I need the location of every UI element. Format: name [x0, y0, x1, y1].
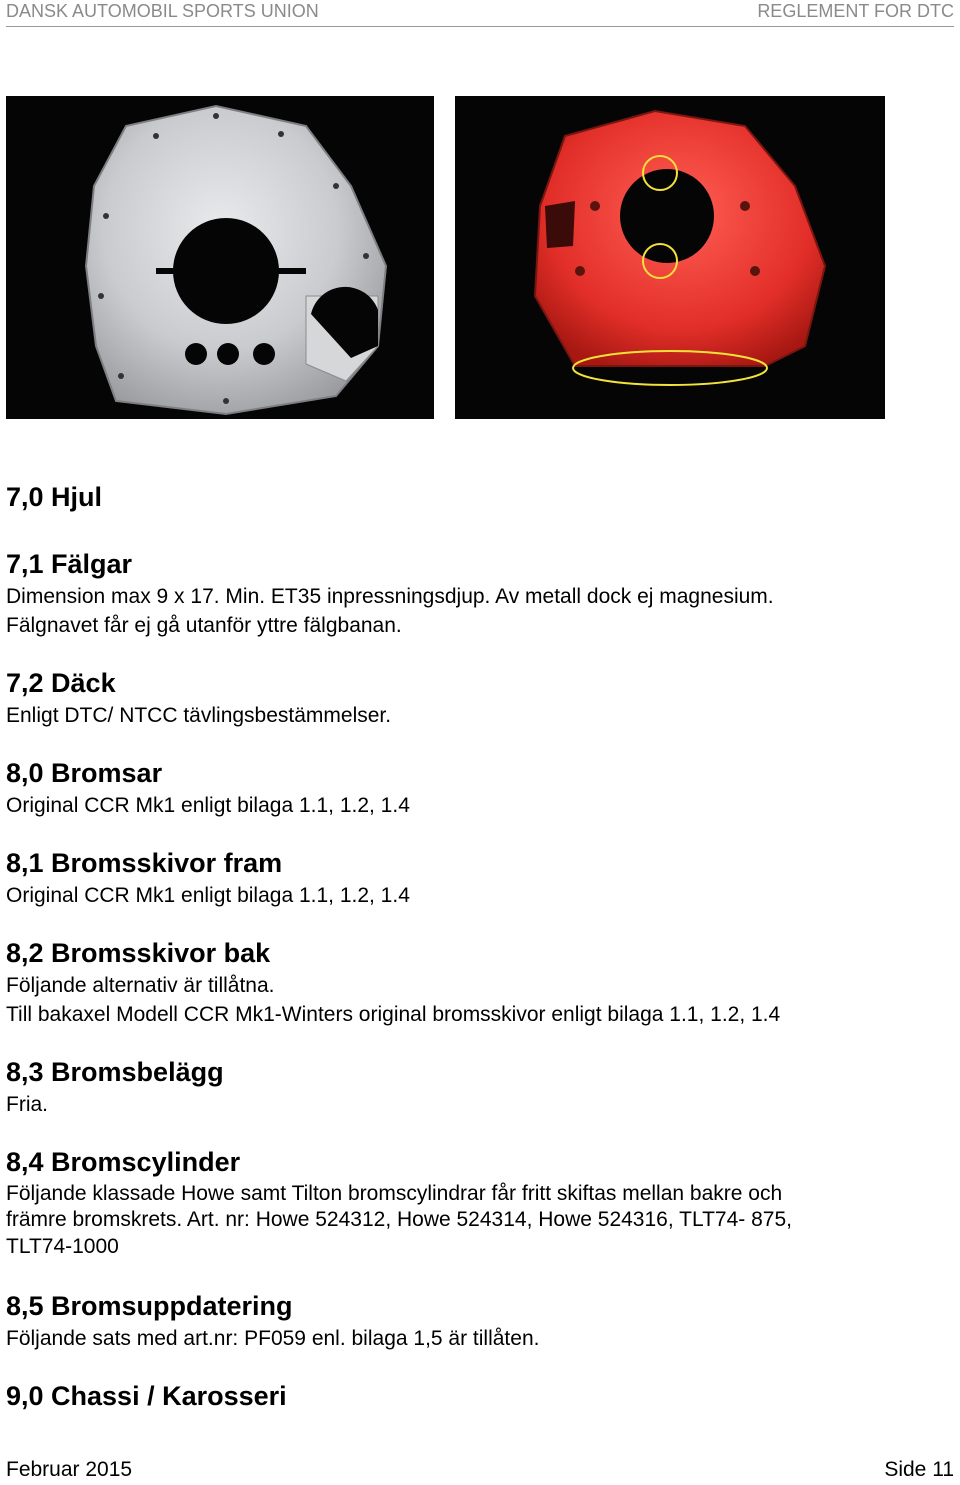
- text-7-1-line2: Fälgnavet får ej gå utanför yttre fälgbanan.: [6, 614, 402, 637]
- text-8-3-line1: Fria.: [6, 1093, 48, 1116]
- header-org: DANSK AUTOMOBIL SPORTS UNION: [6, 1, 319, 21]
- photo-adapter-plate: [6, 96, 434, 419]
- text-8-2-line1: Följande alternativ är tillåtna.: [6, 974, 275, 997]
- page-header: [6, 0, 954, 27]
- heading-8-2: 8,2 Bromsskivor bak: [6, 938, 271, 968]
- text-8-5-line1: Följande sats med art.nr: PF059 enl. bilaga 1,5 är tillåten.: [6, 1327, 540, 1350]
- footer-date: Februar 2015: [6, 1458, 133, 1481]
- photo-red-bellhousing: [455, 96, 885, 419]
- heading-8-0: 8,0 Bromsar: [6, 758, 163, 788]
- heading-8-1: 8,1 Bromsskivor fram: [6, 848, 283, 878]
- text-7-1-line1: Dimension max 9 x 17. Min. ET35 inpressningsdjup. Av metall dock ej magnesium.: [6, 585, 774, 608]
- heading-8-5: 8,5 Bromsuppdatering: [6, 1291, 293, 1321]
- text-8-4-line2: främre bromskrets. Art. nr: Howe 524312, Howe 524314, Howe 524316, TLT74- 875,: [6, 1208, 792, 1231]
- heading-8-3: 8,3 Bromsbelägg: [6, 1057, 224, 1087]
- heading-7-2: 7,2 Däck: [6, 668, 116, 698]
- text-7-2-line1: Enligt DTC/ NTCC tävlingsbestämmelser.: [6, 704, 392, 727]
- text-8-4-line1: Följande klassade Howe samt Tilton bromscylindrar får fritt skiftas mellan bakre och: [6, 1182, 783, 1205]
- text-8-4-line3: TLT74-1000: [6, 1235, 119, 1258]
- text-8-2-line2: Till bakaxel Modell CCR Mk1-Winters original bromsskivor enligt bilaga 1.1, 1.2, 1.4: [6, 1003, 781, 1026]
- header-title: REGLEMENT FOR DTC: [757, 1, 954, 21]
- text-8-1-line1: Original CCR Mk1 enligt bilaga 1.1, 1.2, 1.4: [6, 884, 410, 907]
- text-8-0-line1: Original CCR Mk1 enligt bilaga 1.1, 1.2, 1.4: [6, 794, 410, 817]
- heading-7-0: 7,0 Hjul: [6, 482, 103, 512]
- heading-8-4: 8,4 Bromscylinder: [6, 1147, 241, 1177]
- heading-7-1: 7,1 Fälgar: [6, 549, 133, 579]
- footer-page-number: Side 11: [884, 1458, 954, 1481]
- heading-9-0: 9,0 Chassi / Karosseri: [6, 1381, 287, 1411]
